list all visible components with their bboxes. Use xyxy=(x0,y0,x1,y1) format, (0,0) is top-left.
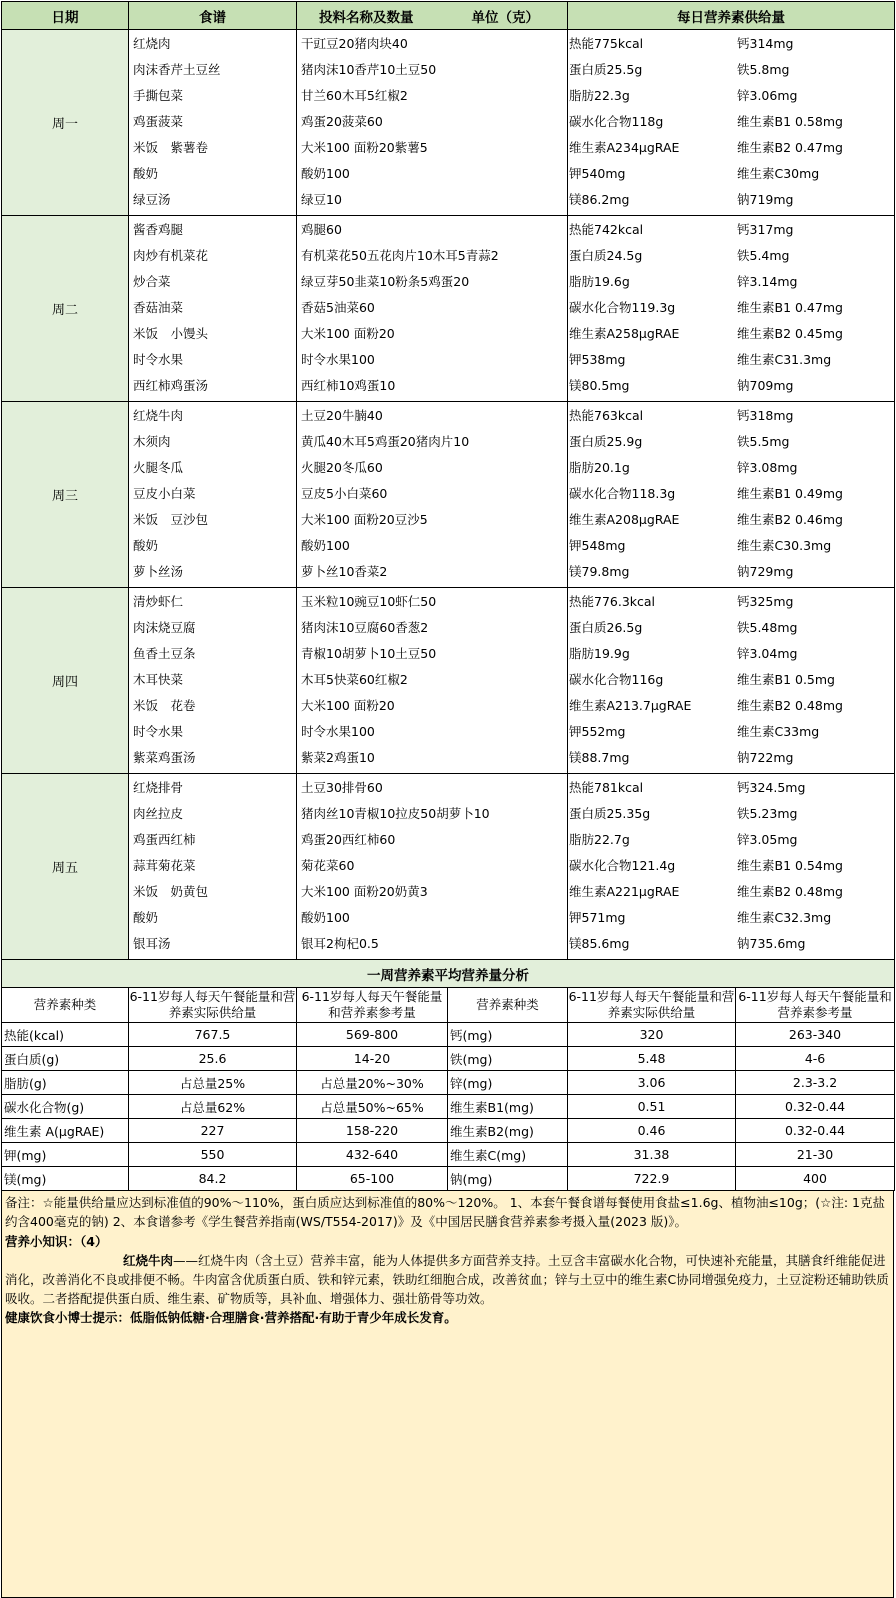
nutrition-row xyxy=(569,349,894,375)
ingredient-item: 青椒10胡萝卜10土豆50 xyxy=(301,646,437,661)
reference-value: 65-100 xyxy=(297,1167,448,1191)
nutrition-value: 维生素C30mg xyxy=(737,166,820,181)
nutrition-value: 碳水化合物119.3g xyxy=(569,300,676,315)
nutrition-value: 维生素A221μgRAE xyxy=(569,884,680,899)
nutrition-value: 维生素B2 0.45mg xyxy=(737,326,843,341)
ingredient-item: 大米100 面粉20 xyxy=(301,326,395,341)
nutrition-value: 锌3.08mg xyxy=(737,460,798,475)
summary-row xyxy=(2,1167,895,1191)
nutrition-row xyxy=(569,59,894,85)
reference-value: 2.3-3.2 xyxy=(736,1071,895,1095)
nutrition-value: 蛋白质25.9g xyxy=(569,434,643,449)
nutrition-row xyxy=(569,219,894,245)
nutrition-row xyxy=(569,643,894,669)
nutrition-row xyxy=(569,535,894,561)
nutrition-row xyxy=(569,163,894,189)
day-label: 周四 xyxy=(2,588,129,774)
ingredient-item: 绿豆10 xyxy=(301,192,342,207)
nutrient-name: 维生素B1(mg) xyxy=(448,1095,568,1119)
dish-item: 肉沫香芹土豆丝 xyxy=(133,62,221,77)
nutrition-value: 维生素B1 0.49mg xyxy=(737,486,843,501)
menu-sheet xyxy=(1,1,894,1598)
ingredient-item: 酸奶100 xyxy=(301,538,350,553)
nutrition-row xyxy=(569,561,894,587)
day-row xyxy=(2,774,895,960)
nutrition-value: 维生素A208μgRAE xyxy=(569,512,680,527)
actual-value: 550 xyxy=(129,1143,297,1167)
nutrition-value: 锌3.06mg xyxy=(737,88,798,103)
nutrient-name: 钾(mg) xyxy=(2,1143,129,1167)
nutrition-value: 钙325mg xyxy=(737,594,794,609)
nutrition-value: 镁79.8mg xyxy=(569,564,630,579)
nutrition-row xyxy=(569,881,894,907)
summary-table xyxy=(1,960,895,1191)
dish-item: 鸡蛋西红柿 xyxy=(133,832,196,847)
ingredient-list xyxy=(297,774,568,960)
nutrition-value: 维生素C31.3mg xyxy=(737,352,832,367)
nutrition-row xyxy=(569,617,894,643)
ingredient-item: 鸡腿60 xyxy=(301,222,342,237)
nutrition-row xyxy=(569,803,894,829)
ingredient-item: 大米100 面粉20奶黄3 xyxy=(301,884,428,899)
actual-value: 320 xyxy=(568,1023,736,1047)
ingredient-item: 大米100 面粉20紫薯5 xyxy=(301,140,428,155)
nutrition-value: 维生素C32.3mg xyxy=(737,910,832,925)
header-unit: 单位（克） xyxy=(471,9,539,26)
knowledge-title: 营养小知识：（4） xyxy=(5,1234,108,1249)
reference-value: 400 xyxy=(736,1167,895,1191)
nutrition-list xyxy=(568,30,895,216)
reference-value: 0.32-0.44 xyxy=(736,1119,895,1143)
nutrient-name: 蛋白质(g) xyxy=(2,1047,129,1071)
nutrition-value: 维生素A213.7μgRAE xyxy=(569,698,692,713)
dish-item: 豆皮小白菜 xyxy=(133,486,196,501)
dish-item: 火腿冬瓜 xyxy=(133,460,184,475)
actual-value: 占总量25% xyxy=(129,1071,297,1095)
day-label: 周五 xyxy=(2,774,129,960)
nutrition-value: 铁5.48mg xyxy=(737,620,798,635)
nutrition-row xyxy=(569,591,894,617)
nutrition-row xyxy=(569,33,894,59)
day-label: 周二 xyxy=(2,216,129,402)
dish-item: 银耳汤 xyxy=(133,936,171,951)
nutrient-name: 钠(mg) xyxy=(448,1167,568,1191)
nutrition-value: 热能776.3kcal xyxy=(569,594,656,609)
nutrition-value: 脂肪22.3g xyxy=(569,88,630,103)
ingredient-item: 火腿20冬瓜60 xyxy=(301,460,383,475)
nutrition-value: 钾538mg xyxy=(569,352,626,367)
dish-item: 紫菜鸡蛋汤 xyxy=(133,750,196,765)
nutrition-value: 维生素B1 0.54mg xyxy=(737,858,843,873)
nutrition-value: 碳水化合物118g xyxy=(569,114,664,129)
nutrition-value: 钾552mg xyxy=(569,724,626,739)
day-label: 周三 xyxy=(2,402,129,588)
dish-item: 肉沫烧豆腐 xyxy=(133,620,196,635)
nutrient-name: 维生素B2(mg) xyxy=(448,1119,568,1143)
dish-item: 手撕包菜 xyxy=(133,88,184,103)
ingredient-item: 绿豆芽50韭菜10粉条5鸡蛋20 xyxy=(301,274,470,289)
nutrient-name: 碳水化合物(g) xyxy=(2,1095,129,1119)
nutrition-row xyxy=(569,695,894,721)
nutrition-row xyxy=(569,137,894,163)
nutrition-value: 碳水化合物116g xyxy=(569,672,664,687)
summary-col-actual-left: 6-11岁每人每天午餐能量和营养素实际供给量 xyxy=(129,988,297,1023)
nutrition-value: 铁5.4mg xyxy=(737,248,790,263)
nutrition-row xyxy=(569,457,894,483)
nutrition-value: 维生素B2 0.46mg xyxy=(737,512,843,527)
actual-value: 31.38 xyxy=(568,1143,736,1167)
actual-value: 3.06 xyxy=(568,1071,736,1095)
dish-item: 时令水果 xyxy=(133,352,184,367)
actual-value: 5.48 xyxy=(568,1047,736,1071)
nutrition-value: 钾540mg xyxy=(569,166,626,181)
nutrition-value: 钾548mg xyxy=(569,538,626,553)
nutrient-name: 维生素C(mg) xyxy=(448,1143,568,1167)
summary-row xyxy=(2,1047,895,1071)
actual-value: 767.5 xyxy=(129,1023,297,1047)
summary-title-row xyxy=(2,960,895,988)
menu-body xyxy=(2,30,895,960)
nutrition-value: 碳水化合物121.4g xyxy=(569,858,676,873)
ingredient-item: 有机菜花50五花肉片10木耳5青蒜2 xyxy=(301,248,499,263)
ingredient-item: 猪肉沫10豆腐60香葱2 xyxy=(301,620,429,635)
dish-item: 米饭 花卷 xyxy=(133,698,196,713)
ingredient-item: 木耳5快菜60红椒2 xyxy=(301,672,408,687)
knowledge-body: ——红烧牛肉（含土豆）营养丰富，能为人体提供多方面营养支持。土豆含丰富碳水化合物，可快速补充能量，其膳食纤维能促进消化，改善消化不良或排便不畅。牛肉富含优质蛋白质、铁和锌元素，铁助红细胞合成，改善贫血；锌与土豆中的维生素C协同增强免疫力，土豆淀粉还辅助铁质吸收。二者搭配提供蛋白质、维生素、矿物质等，具补血、增强体力、强壮筋骨等功效。 xyxy=(5,1253,889,1306)
nutrition-value: 热能775kcal xyxy=(569,36,644,51)
reference-value: 14-20 xyxy=(297,1047,448,1071)
ingredient-item: 干豇豆20猪肉块40 xyxy=(301,36,408,51)
nutrition-list xyxy=(568,774,895,960)
summary-body xyxy=(2,960,895,1191)
actual-value: 84.2 xyxy=(129,1167,297,1191)
nutrition-value: 镁85.6mg xyxy=(569,936,630,951)
reference-value: 占总量50%~65% xyxy=(297,1095,448,1119)
nutrition-row xyxy=(569,669,894,695)
ingredient-item: 鸡蛋20西红柿60 xyxy=(301,832,396,847)
actual-value: 占总量62% xyxy=(129,1095,297,1119)
nutrition-value: 钙314mg xyxy=(737,36,794,51)
dish-item: 红烧牛肉 xyxy=(133,408,184,423)
nutrition-value: 维生素A258μgRAE xyxy=(569,326,680,341)
reference-value: 263-340 xyxy=(736,1023,895,1047)
summary-row xyxy=(2,1095,895,1119)
summary-col-kind-left: 营养素种类 xyxy=(2,988,129,1023)
ingredient-item: 银耳2枸杞0.5 xyxy=(301,936,379,951)
dish-list xyxy=(129,30,297,216)
ingredient-item: 时令水果100 xyxy=(301,352,375,367)
nutrition-row xyxy=(569,245,894,271)
nutrition-value: 锌3.04mg xyxy=(737,646,798,661)
day-row xyxy=(2,30,895,216)
nutrition-value: 维生素B2 0.47mg xyxy=(737,140,843,155)
dish-item: 米饭 奶黄包 xyxy=(133,884,209,899)
dish-item: 木须肉 xyxy=(133,434,171,449)
ingredient-item: 大米100 面粉20 xyxy=(301,698,395,713)
nutrition-row xyxy=(569,189,894,215)
dish-item: 香菇油菜 xyxy=(133,300,184,315)
nutrition-value: 钙317mg xyxy=(737,222,794,237)
reference-value: 21-30 xyxy=(736,1143,895,1167)
dish-item: 西红柿鸡蛋汤 xyxy=(133,378,209,393)
ingredient-item: 土豆30排骨60 xyxy=(301,780,383,795)
nutrition-value: 蛋白质25.35g xyxy=(569,806,651,821)
nutrition-value: 热能763kcal xyxy=(569,408,644,423)
nutrition-value: 脂肪22.7g xyxy=(569,832,630,847)
nutrition-value: 蛋白质24.5g xyxy=(569,248,643,263)
actual-value: 722.9 xyxy=(568,1167,736,1191)
ingredient-item: 甘兰60木耳5红椒2 xyxy=(301,88,408,103)
dish-item: 炒合菜 xyxy=(133,274,171,289)
nutrition-list xyxy=(568,402,895,588)
actual-value: 0.51 xyxy=(568,1095,736,1119)
nutrient-name: 钙(mg) xyxy=(448,1023,568,1047)
dish-item: 绿豆汤 xyxy=(133,192,171,207)
summary-title: 一周营养素平均营养量分析 xyxy=(2,960,895,988)
nutrition-row xyxy=(569,111,894,137)
nutrition-value: 维生素C30.3mg xyxy=(737,538,832,553)
dish-item: 鸡蛋菠菜 xyxy=(133,114,184,129)
nutrition-value: 蛋白质26.5g xyxy=(569,620,643,635)
header-date: 日期 xyxy=(2,2,129,30)
reference-value: 569-800 xyxy=(297,1023,448,1047)
weekly-menu-table xyxy=(1,1,895,960)
nutrition-value: 钠729mg xyxy=(737,564,794,579)
ingredient-item: 黄瓜40木耳5鸡蛋20猪肉片10 xyxy=(301,434,470,449)
nutrition-row xyxy=(569,271,894,297)
ingredient-list xyxy=(297,30,568,216)
ingredient-list xyxy=(297,588,568,774)
ingredient-item: 土豆20牛腩40 xyxy=(301,408,383,423)
knowledge-paragraph xyxy=(5,1251,890,1308)
ingredient-list xyxy=(297,402,568,588)
ingredient-item: 酸奶100 xyxy=(301,166,350,181)
summary-col-kind-right: 营养素种类 xyxy=(448,988,568,1023)
dish-item: 肉炒有机菜花 xyxy=(133,248,209,263)
nutrient-name: 脂肪(g) xyxy=(2,1071,129,1095)
dish-item: 萝卜丝汤 xyxy=(133,564,184,579)
nutrient-name: 锌(mg) xyxy=(448,1071,568,1095)
reference-value: 158-220 xyxy=(297,1119,448,1143)
ingredient-item: 时令水果100 xyxy=(301,724,375,739)
remark-text: 备注：☆能量供给量应达到标准值的90%～110%，蛋白质应达到标准值的80%～120%。 1、本套午餐食谱每餐使用食盐≤1.6g、植物油≤10g；(☆注: 1克盐约含400毫克的钠) 2、本食谱参考《学生餐营养指南(WS/T554-2017)》及《中国居民膳食营养素参考摄入量(2023 版)》。 xyxy=(5,1195,885,1229)
nutrition-value: 锌3.05mg xyxy=(737,832,798,847)
nutrient-name: 镁(mg) xyxy=(2,1167,129,1191)
nutrition-row xyxy=(569,85,894,111)
nutrition-value: 脂肪19.6g xyxy=(569,274,630,289)
nutrition-value: 镁80.5mg xyxy=(569,378,630,393)
nutrition-row xyxy=(569,747,894,773)
summary-col-actual-right: 6-11岁每人每天午餐能量和营养素实际供给量 xyxy=(568,988,736,1023)
nutrition-value: 钙324.5mg xyxy=(737,780,806,795)
summary-col-ref-right: 6-11岁每人每天午餐能量和营养素参考量 xyxy=(736,988,895,1023)
dish-item: 肉丝拉皮 xyxy=(133,806,184,821)
nutrition-row xyxy=(569,431,894,457)
nutrition-value: 脂肪19.9g xyxy=(569,646,630,661)
header-nutrition: 每日营养素供给量 xyxy=(568,2,895,30)
day-label: 周一 xyxy=(2,30,129,216)
dish-list xyxy=(129,774,297,960)
ingredient-item: 猪肉沫10香芹10土豆50 xyxy=(301,62,437,77)
ingredient-item: 玉米粒10豌豆10虾仁50 xyxy=(301,594,437,609)
header-ingredients-label: 投料名称及数量 xyxy=(319,9,414,26)
dish-list xyxy=(129,588,297,774)
ingredient-item: 鸡蛋20菠菜60 xyxy=(301,114,383,129)
dish-item: 木耳快菜 xyxy=(133,672,184,687)
nutrition-row xyxy=(569,509,894,535)
dish-item: 酱香鸡腿 xyxy=(133,222,184,237)
nutrition-list xyxy=(568,216,895,402)
dish-list xyxy=(129,216,297,402)
nutrition-value: 钙318mg xyxy=(737,408,794,423)
summary-col-ref-left: 6-11岁每人每天午餐能量和营养素参考量 xyxy=(297,988,448,1023)
summary-row xyxy=(2,1071,895,1095)
nutrient-name: 维生素 A(μgRAE) xyxy=(2,1119,129,1143)
notes-panel xyxy=(1,1191,894,1598)
dish-item: 酸奶 xyxy=(133,910,159,925)
nutrition-value: 铁5.8mg xyxy=(737,62,790,77)
health-tip: 健康饮食小博士提示：低脂低钠低糖·合理膳食·营养搭配·有助于青少年成长发育。 xyxy=(5,1310,457,1325)
header-recipe: 食谱 xyxy=(129,2,297,30)
nutrition-value: 维生素A234μgRAE xyxy=(569,140,680,155)
nutrition-value: 维生素B2 0.48mg xyxy=(737,884,843,899)
reference-value: 4-6 xyxy=(736,1047,895,1071)
nutrition-value: 脂肪20.1g xyxy=(569,460,630,475)
nutrition-value: 维生素B2 0.48mg xyxy=(737,698,843,713)
dish-item: 米饭 豆沙包 xyxy=(133,512,209,527)
nutrition-row xyxy=(569,933,894,959)
day-row xyxy=(2,216,895,402)
nutrition-value: 维生素C33mg xyxy=(737,724,820,739)
reference-value: 432-640 xyxy=(297,1143,448,1167)
dish-item: 酸奶 xyxy=(133,166,159,181)
ingredient-item: 酸奶100 xyxy=(301,910,350,925)
nutrition-row xyxy=(569,323,894,349)
nutrition-value: 钠719mg xyxy=(737,192,794,207)
nutrition-row xyxy=(569,297,894,323)
header-ingredients xyxy=(297,2,568,30)
dish-list xyxy=(129,402,297,588)
nutrition-row xyxy=(569,483,894,509)
dish-item: 鱼香土豆条 xyxy=(133,646,196,661)
ingredient-item: 紫菜2鸡蛋10 xyxy=(301,750,375,765)
dish-item: 米饭 小馒头 xyxy=(133,326,209,341)
nutrition-value: 热能742kcal xyxy=(569,222,644,237)
reference-value: 0.32-0.44 xyxy=(736,1095,895,1119)
nutrition-value: 铁5.5mg xyxy=(737,434,790,449)
nutrition-value: 钾571mg xyxy=(569,910,626,925)
dish-item: 清炒虾仁 xyxy=(133,594,184,609)
nutrition-row xyxy=(569,907,894,933)
summary-row xyxy=(2,1143,895,1167)
day-row xyxy=(2,402,895,588)
reference-value: 占总量20%~30% xyxy=(297,1071,448,1095)
menu-header-row xyxy=(2,2,895,30)
summary-row xyxy=(2,1023,895,1047)
nutrition-list xyxy=(568,588,895,774)
ingredient-item: 菊花菜60 xyxy=(301,858,355,873)
nutrition-value: 钠709mg xyxy=(737,378,794,393)
ingredient-item: 豆皮5小白菜60 xyxy=(301,486,388,501)
nutrition-value: 锌3.14mg xyxy=(737,274,798,289)
nutrition-value: 蛋白质25.5g xyxy=(569,62,643,77)
ingredient-item: 香菇5油菜60 xyxy=(301,300,375,315)
nutrient-name: 铁(mg) xyxy=(448,1047,568,1071)
ingredient-item: 猪肉丝10青椒10拉皮50胡萝卜10 xyxy=(301,806,490,821)
nutrition-row xyxy=(569,855,894,881)
summary-header-row xyxy=(2,988,895,1023)
ingredient-item: 西红柿10鸡蛋10 xyxy=(301,378,396,393)
dish-item: 蒜茸菊花菜 xyxy=(133,858,196,873)
nutrition-value: 镁88.7mg xyxy=(569,750,630,765)
nutrition-value: 维生素B1 0.58mg xyxy=(737,114,843,129)
summary-row xyxy=(2,1119,895,1143)
ingredient-item: 大米100 面粉20豆沙5 xyxy=(301,512,428,527)
actual-value: 0.46 xyxy=(568,1119,736,1143)
actual-value: 25.6 xyxy=(129,1047,297,1071)
nutrition-value: 碳水化合物118.3g xyxy=(569,486,676,501)
nutrition-row xyxy=(569,829,894,855)
nutrition-row xyxy=(569,375,894,401)
actual-value: 227 xyxy=(129,1119,297,1143)
nutrition-value: 维生素B1 0.47mg xyxy=(737,300,843,315)
nutrition-value: 钠735.6mg xyxy=(737,936,806,951)
nutrition-value: 铁5.23mg xyxy=(737,806,798,821)
nutrition-row xyxy=(569,721,894,747)
ingredient-item: 萝卜丝10香菜2 xyxy=(301,564,388,579)
dish-item: 时令水果 xyxy=(133,724,184,739)
nutrition-value: 镁86.2mg xyxy=(569,192,630,207)
knowledge-head: 红烧牛肉 xyxy=(123,1253,174,1268)
dish-item: 红烧排骨 xyxy=(133,780,184,795)
dish-item: 米饭 紫薯卷 xyxy=(133,140,209,155)
nutrition-value: 维生素B1 0.5mg xyxy=(737,672,835,687)
dish-item: 酸奶 xyxy=(133,538,159,553)
nutrient-name: 热能(kcal) xyxy=(2,1023,129,1047)
dish-item: 红烧肉 xyxy=(133,36,171,51)
nutrition-row xyxy=(569,405,894,431)
nutrition-row xyxy=(569,777,894,803)
day-row xyxy=(2,588,895,774)
ingredient-list xyxy=(297,216,568,402)
nutrition-value: 钠722mg xyxy=(737,750,794,765)
nutrition-value: 热能781kcal xyxy=(569,780,644,795)
